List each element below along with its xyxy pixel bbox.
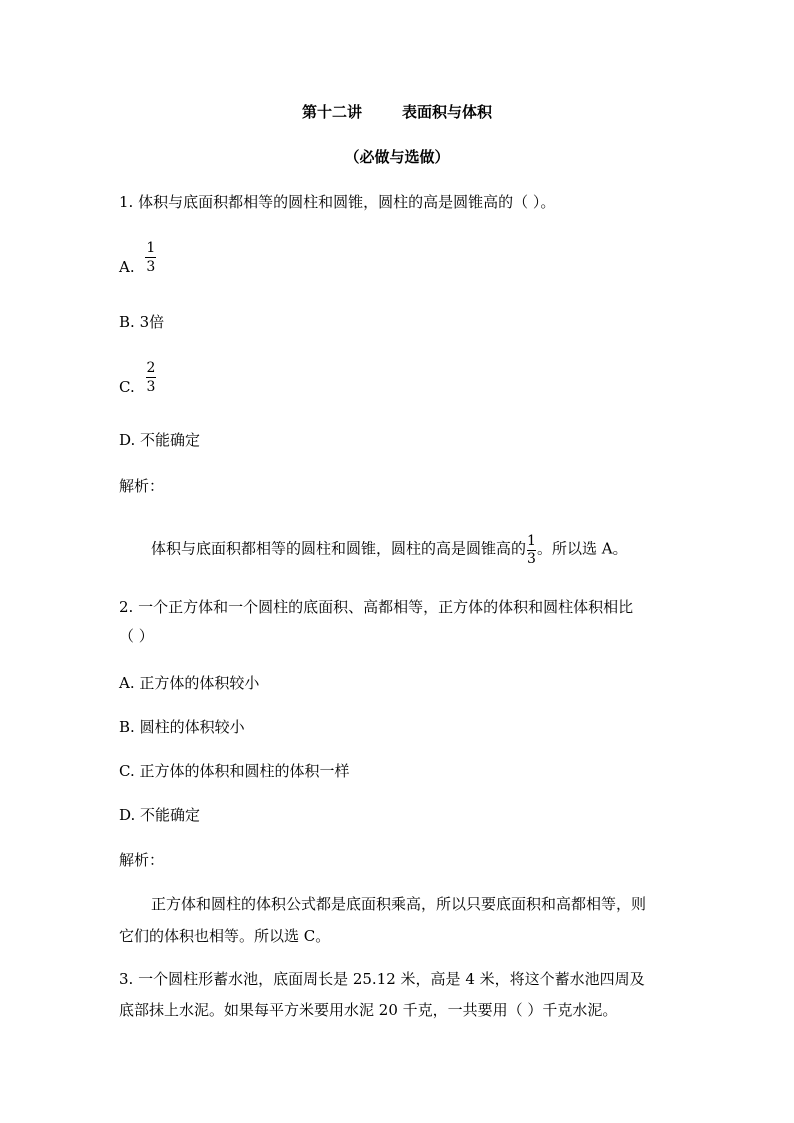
q1-stem: 1. 体积与底面积都相等的圆柱和圆锥，圆柱的高是圆锥高的（ ）。 (119, 193, 556, 211)
q2-stem-line1: 2. 一个正方体和一个圆柱的底面积、高都相等，正方体的体积和圆柱体积相比 (119, 598, 634, 616)
q2-option-d (119, 804, 200, 826)
q1-analysis-fraction (527, 534, 536, 567)
fraction-numerator: 1 (146, 240, 156, 256)
fraction-numerator: 1 (527, 533, 536, 549)
q2-option-c-label: C. (119, 762, 135, 780)
page-subtitle: （必做与选做） (344, 148, 450, 166)
q2-analysis-line1: 正方体和圆柱的体积公式都是底面积乘高，所以只要底面积和高都相等，则 (151, 895, 647, 913)
q2-analysis-line2: 它们的体积也相等。所以选 C。 (119, 927, 331, 945)
q1-option-a-label: A. (119, 257, 135, 276)
q1-option-c-fraction (146, 360, 157, 395)
lecture-topic: 表面积与体积 (402, 103, 493, 121)
fraction-denominator: 3 (146, 259, 156, 275)
q2-option-b (119, 716, 245, 738)
q2-option-a (119, 672, 259, 694)
q2-analysis-label: 解析： (119, 851, 165, 869)
q1-analysis-text (151, 533, 628, 566)
q3-stem-line1: 3. 一个圆柱形蓄水池，底面周长是 25.12 米，高是 4 米，将这个蓄水池四周及 (119, 970, 645, 988)
q2-option-c (119, 760, 350, 782)
q2-option-b-label: B. (119, 718, 135, 736)
q2-option-d-label: D. (119, 806, 136, 824)
q1-analysis-label: 解析： (119, 477, 165, 495)
q1-option-d (119, 429, 200, 451)
q2-stem-line2: （ ） (119, 627, 154, 645)
q1-analysis-after: 。所以选 A。 (536, 539, 628, 558)
fraction-bar (146, 377, 157, 378)
q2-option-a-text: 正方体的体积较小 (139, 674, 260, 692)
q1-option-c-label: C. (119, 377, 135, 396)
q1-option-b-label: B. (119, 313, 135, 331)
lecture-number: 第十二讲 (301, 103, 362, 121)
q2-option-b-text: 圆柱的体积较小 (139, 718, 245, 736)
q1-option-a-fraction (145, 240, 156, 275)
fraction-bar (145, 257, 156, 258)
fraction-denominator: 3 (146, 379, 156, 395)
q1-option-a (119, 240, 156, 275)
q1-option-d-text: 不能确定 (140, 431, 201, 449)
page-title (0, 101, 794, 123)
q1-analysis-before: 体积与底面积都相等的圆柱和圆锥，圆柱的高是圆锥高的 (151, 539, 527, 558)
fraction-denominator: 3 (527, 551, 536, 567)
q3-stem-line2: 底部抹上水泥。如果每平方米要用水泥 20 千克，一共要用（ ）千克水泥。 (119, 1001, 618, 1019)
q2-option-a-label: A. (119, 674, 135, 692)
fraction-numerator: 2 (146, 360, 156, 376)
q1-option-c (119, 360, 156, 395)
q1-option-b-text: 3倍 (139, 313, 165, 331)
q1-option-d-label: D. (119, 431, 136, 449)
q2-option-d-text: 不能确定 (140, 806, 201, 824)
q1-option-b (119, 311, 164, 333)
q2-option-c-text: 正方体的体积和圆柱的体积一样 (139, 762, 350, 780)
